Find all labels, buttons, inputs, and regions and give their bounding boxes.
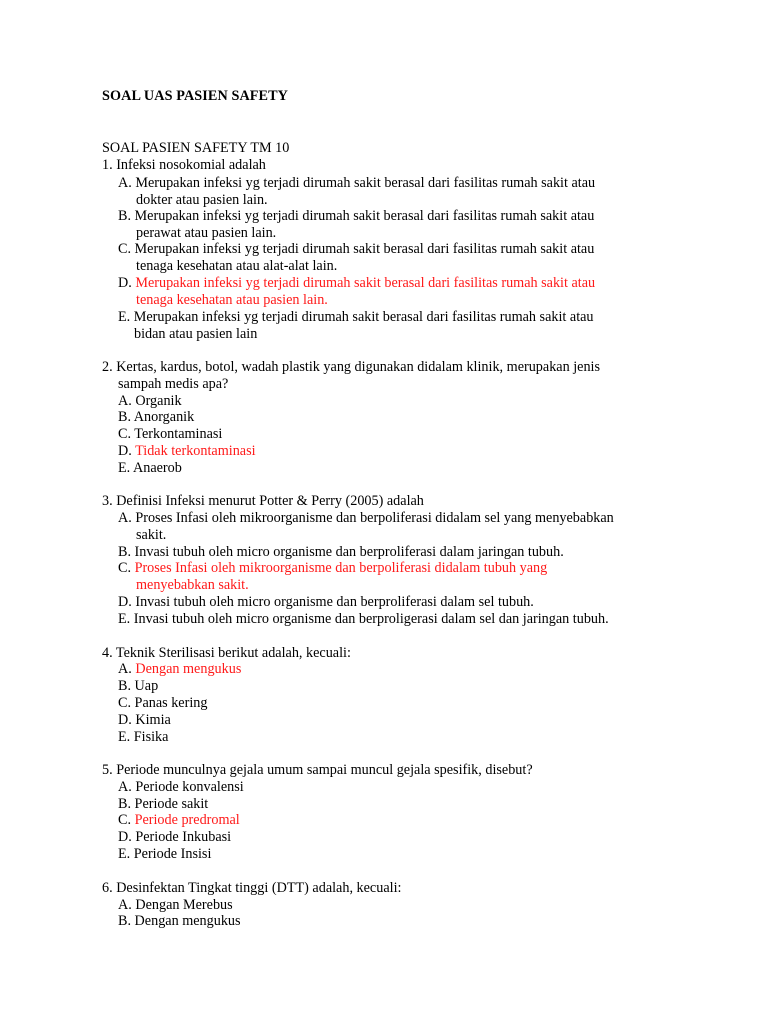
q1-option-d	[118, 275, 595, 292]
q2-option-d-label: D.	[118, 443, 136, 459]
q1-option-e: E. Merupakan infeksi yg terjadi dirumah sakit berasal dari fasilitas rumah sakit atau	[118, 309, 594, 325]
q3-option-d: D. Invasi tubuh oleh micro organisme dan berproliferasi dalam sel tubuh.	[118, 594, 534, 610]
q1-option-b: B. Merupakan infeksi yg terjadi dirumah sakit berasal dari fasilitas rumah sakit atau	[118, 208, 595, 224]
q6-option-b: B. Dengan mengukus	[118, 913, 241, 929]
q1-option-c-cont: tenaga kesehatan atau alat-alat lain.	[136, 258, 338, 274]
q3-option-a-cont: sakit.	[136, 527, 167, 543]
q3-option-e: E. Invasi tubuh oleh micro organisme dan berproligerasi dalam sel dan jaringan tubuh.	[118, 611, 609, 627]
q5-option-e: E. Periode Insisi	[118, 846, 212, 862]
q3-option-a: A. Proses Infasi oleh mikroorganisme dan berpoliferasi didalam sel yang menyebabkan	[118, 510, 614, 526]
q2-option-e: E. Anaerob	[118, 460, 182, 476]
q5-option-c-label: C.	[118, 812, 135, 828]
q2-option-d	[118, 443, 256, 460]
question-2-stem-cont: sampah medis apa?	[118, 376, 229, 392]
q4-option-a-label: A.	[118, 661, 136, 677]
q6-option-a: A. Dengan Merebus	[118, 897, 233, 913]
q1-option-a: A. Merupakan infeksi yg terjadi dirumah sakit berasal dari fasilitas rumah sakit atau	[118, 175, 596, 191]
q5-option-a: A. Periode konvalensi	[118, 779, 244, 795]
q5-option-c	[118, 812, 240, 829]
q1-option-a-cont: dokter atau pasien lain.	[136, 192, 268, 208]
q2-option-d-answer: Tidak terkontaminasi	[135, 443, 256, 459]
question-4-stem: 4. Teknik Sterilisasi berikut adalah, kecuali:	[102, 645, 351, 661]
q4-option-c: C. Panas kering	[118, 695, 208, 711]
question-5-stem: 5. Periode munculnya gejala umum sampai muncul gejala spesifik, disebut?	[102, 762, 533, 778]
q2-option-c: C. Terkontaminasi	[118, 426, 223, 442]
q4-option-d: D. Kimia	[118, 712, 171, 728]
question-1-stem: 1. Infeksi nosokomial adalah	[102, 157, 266, 173]
q1-option-d-cont: tenaga kesehatan atau pasien lain.	[136, 292, 328, 308]
q3-option-b: B. Invasi tubuh oleh micro organisme dan berproliferasi dalam jaringan tubuh.	[118, 544, 564, 560]
q5-option-b: B. Periode sakit	[118, 796, 209, 812]
q4-option-e: E. Fisika	[118, 729, 169, 745]
q5-option-c-answer: Periode predromal	[134, 812, 240, 828]
q2-option-a: A. Organik	[118, 393, 182, 409]
document-title: SOAL UAS PASIEN SAFETY	[102, 88, 289, 104]
q4-option-a-answer: Dengan mengukus	[135, 661, 242, 677]
question-2-stem: 2. Kertas, kardus, botol, wadah plastik yang digunakan didalam klinik, merupakan jenis	[102, 359, 601, 375]
q3-option-c-answer: Proses Infasi oleh mikroorganisme dan berpoliferasi didalam tubuh yang	[134, 560, 548, 576]
q4-option-b: B. Uap	[118, 678, 159, 694]
question-6-stem: 6. Desinfektan Tingkat tinggi (DTT) adalah, kecuali:	[102, 880, 402, 896]
q3-option-c	[118, 560, 547, 577]
q1-option-c: C. Merupakan infeksi yg terjadi dirumah sakit berasal dari fasilitas rumah sakit atau	[118, 241, 595, 257]
q1-option-d-answer: Merupakan infeksi yg terjadi dirumah sakit berasal dari fasilitas rumah sakit atau	[135, 275, 596, 291]
section-title: SOAL PASIEN SAFETY TM 10	[102, 140, 290, 156]
q1-option-b-cont: perawat atau pasien lain.	[136, 225, 277, 241]
q1-option-d-label: D.	[118, 275, 136, 291]
q3-option-c-cont: menyebabkan sakit.	[136, 577, 249, 593]
q2-option-b: B. Anorganik	[118, 409, 195, 425]
q3-option-c-label: C.	[118, 560, 135, 576]
q5-option-d: D. Periode Inkubasi	[118, 829, 232, 845]
q4-option-a	[118, 661, 241, 678]
q1-option-e-cont: bidan atau pasien lain	[134, 326, 258, 342]
question-3-stem: 3. Definisi Infeksi menurut Potter & Perry (2005) adalah	[102, 493, 424, 509]
